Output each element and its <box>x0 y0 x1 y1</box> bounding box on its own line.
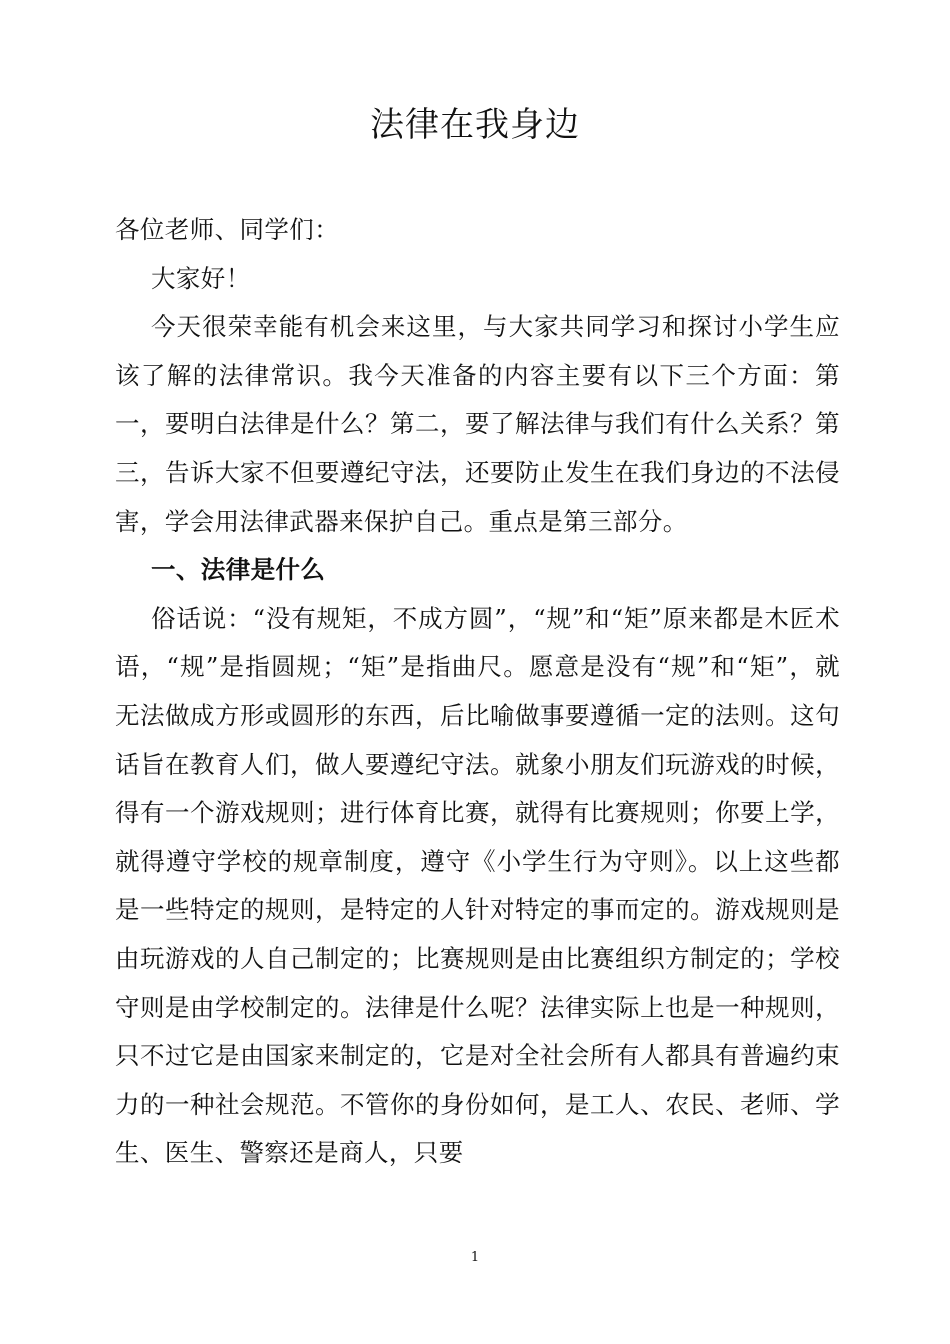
document-body <box>115 206 840 1178</box>
document-title: 法律在我身边 <box>370 105 580 145</box>
intro-paragraph: 今天很荣幸能有机会来这里，与大家共同学习和探讨小学生应该了解的法律常识。我今天准备的内容主要有以下三个方面：第一，要明白法律是什么？第二，要了解法律与我们有什么关系？第三，告诉大家不但要遵纪守法，还要防止发生在我们身边的不法侵害，学会用法律武器来保护自己。重点是第三部分。 <box>115 312 840 536</box>
section-paragraph: 俗话说：“没有规矩，不成方圆”，“规”和“矩”原来都是木匠术语，“规”是指圆规；“矩”是指曲尺。愿意是没有“规”和“矩”，就无法做成方形或圆形的东西，后比喻做事要遵循一定的法则。这句话旨在教育人们，做人要遵纪守法。就象小朋友们玩游戏的时候，得有一个游戏规则；进行体育比赛，就得有比赛规则；你要上学，就得遵守学校的规章制度，遵守《小学生行为守则》。以上这些都是一些特定的规则，是特定的人针对特定的事而定的。游戏规则是由玩游戏的人自己制定的；比赛规则是由比赛组织方制定的；学校守则是由学校制定的。法律是什么呢？法律实际上也是一种规则，只不过它是由国家来制定的，它是对全社会所有人都具有普遍约束力的一种社会规范。不管你的身份如何，是工人、农民、老师、学生、医生、警察还是商人，只要 <box>115 603 840 1168</box>
greeting: 大家好！ <box>151 263 251 293</box>
page-number: 1 <box>470 1250 480 1265</box>
salutation: 各位老师、同学们： <box>115 215 340 244</box>
section-heading: 一、法律是什么 <box>151 555 326 585</box>
